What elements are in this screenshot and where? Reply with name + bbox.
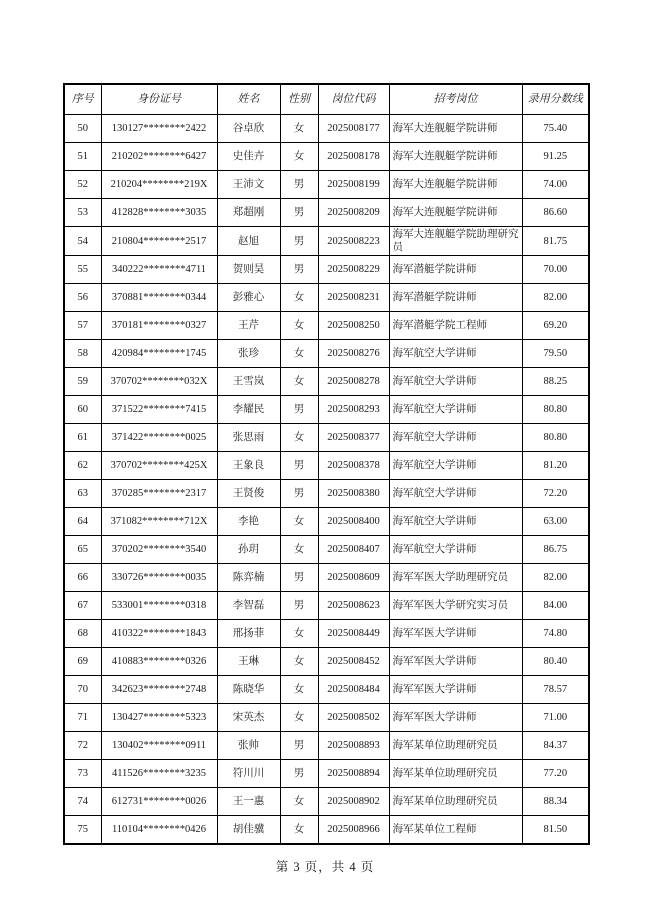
cell-position: 海军某单位助理研究员: [389, 760, 522, 788]
cell-score: 84.00: [522, 592, 589, 620]
cell-seq: 51: [64, 143, 101, 171]
header-score: 录用分数线: [522, 84, 589, 115]
cell-name: 郑超刚: [217, 199, 280, 227]
cell-name: 赵旭: [217, 227, 280, 256]
table-row: [64, 115, 589, 143]
cell-position: 海军军医大学讲师: [389, 648, 522, 676]
cell-name: 胡佳骥: [217, 816, 280, 845]
cell-position-code: 2025008293: [318, 396, 389, 424]
cell-name: 谷卓欣: [217, 115, 280, 143]
cell-id-number: 210204********219X: [101, 171, 217, 199]
cell-name: 彭雅心: [217, 284, 280, 312]
cell-score: 69.20: [522, 312, 589, 340]
cell-seq: 66: [64, 564, 101, 592]
table-row: [64, 564, 589, 592]
table-row: [64, 143, 589, 171]
table-row: [64, 676, 589, 704]
cell-id-number: 371422********0025: [101, 424, 217, 452]
cell-gender: 女: [280, 536, 318, 564]
table-row: [64, 620, 589, 648]
table-row: [64, 508, 589, 536]
cell-seq: 62: [64, 452, 101, 480]
cell-seq: 56: [64, 284, 101, 312]
cell-seq: 69: [64, 648, 101, 676]
cell-name: 张帅: [217, 732, 280, 760]
cell-position-code: 2025008223: [318, 227, 389, 256]
cell-score: 86.75: [522, 536, 589, 564]
cell-name: 宋英杰: [217, 704, 280, 732]
cell-gender: 男: [280, 396, 318, 424]
cell-gender: 男: [280, 171, 318, 199]
cell-position-code: 2025008966: [318, 816, 389, 845]
cell-gender: 女: [280, 143, 318, 171]
cell-position: 海军某单位助理研究员: [389, 732, 522, 760]
cell-position: 海军潜艇学院工程师: [389, 312, 522, 340]
table-row: [64, 340, 589, 368]
cell-position: 海军大连舰艇学院讲师: [389, 199, 522, 227]
cell-gender: 女: [280, 368, 318, 396]
cell-position: 海军航空大学讲师: [389, 396, 522, 424]
cell-score: 86.60: [522, 199, 589, 227]
cell-gender: 女: [280, 704, 318, 732]
cell-seq: 68: [64, 620, 101, 648]
cell-position: 海军军医大学讲师: [389, 676, 522, 704]
table-row: [64, 312, 589, 340]
table-row: [64, 452, 589, 480]
cell-id-number: 130127********2422: [101, 115, 217, 143]
cell-score: 80.80: [522, 396, 589, 424]
cell-position: 海军大连舰艇学院讲师: [389, 115, 522, 143]
table-row: [64, 424, 589, 452]
cell-position: 海军军医大学讲师: [389, 704, 522, 732]
cell-id-number: 370881********0344: [101, 284, 217, 312]
cell-seq: 70: [64, 676, 101, 704]
cell-id-number: 533001********0318: [101, 592, 217, 620]
table-row: [64, 788, 589, 816]
cell-score: 88.25: [522, 368, 589, 396]
cell-name: 王芹: [217, 312, 280, 340]
cell-position: 海军航空大学讲师: [389, 368, 522, 396]
cell-position-code: 2025008231: [318, 284, 389, 312]
cell-seq: 55: [64, 256, 101, 284]
cell-position-code: 2025008407: [318, 536, 389, 564]
cell-gender: 女: [280, 284, 318, 312]
cell-score: 74.80: [522, 620, 589, 648]
cell-score: 82.00: [522, 284, 589, 312]
cell-gender: 男: [280, 592, 318, 620]
cell-name: 李艳: [217, 508, 280, 536]
table-row: [64, 704, 589, 732]
cell-position-code: 2025008377: [318, 424, 389, 452]
cell-id-number: 370285********2317: [101, 480, 217, 508]
cell-position-code: 2025008893: [318, 732, 389, 760]
cell-position: 海军某单位工程师: [389, 816, 522, 845]
cell-id-number: 110104********0426: [101, 816, 217, 845]
cell-id-number: 612731********0026: [101, 788, 217, 816]
cell-score: 91.25: [522, 143, 589, 171]
cell-gender: 女: [280, 312, 318, 340]
cell-gender: 女: [280, 424, 318, 452]
cell-seq: 57: [64, 312, 101, 340]
table-body: [64, 115, 589, 845]
header-seq: 序号: [64, 84, 101, 115]
cell-name: 王雪岚: [217, 368, 280, 396]
cell-position: 海军航空大学讲师: [389, 424, 522, 452]
table-row: [64, 648, 589, 676]
cell-position: 海军航空大学讲师: [389, 340, 522, 368]
cell-id-number: 412828********3035: [101, 199, 217, 227]
cell-position-code: 2025008276: [318, 340, 389, 368]
table-row: [64, 816, 589, 845]
cell-id-number: 410883********0326: [101, 648, 217, 676]
cell-score: 79.50: [522, 340, 589, 368]
cell-position-code: 2025008484: [318, 676, 389, 704]
cell-name: 王象良: [217, 452, 280, 480]
cell-gender: 女: [280, 115, 318, 143]
cell-name: 贺则昊: [217, 256, 280, 284]
cell-gender: 男: [280, 199, 318, 227]
cell-seq: 64: [64, 508, 101, 536]
cell-position-code: 2025008894: [318, 760, 389, 788]
cell-id-number: 130402********0911: [101, 732, 217, 760]
cell-id-number: 370702********032X: [101, 368, 217, 396]
cell-gender: 女: [280, 508, 318, 536]
cell-seq: 52: [64, 171, 101, 199]
cell-seq: 61: [64, 424, 101, 452]
header-gender: 性别: [280, 84, 318, 115]
cell-seq: 73: [64, 760, 101, 788]
cell-position: 海军军医大学助理研究员: [389, 564, 522, 592]
cell-position: 海军潜艇学院讲师: [389, 256, 522, 284]
table-row: [64, 171, 589, 199]
cell-score: 78.57: [522, 676, 589, 704]
cell-gender: 女: [280, 340, 318, 368]
cell-seq: 53: [64, 199, 101, 227]
cell-seq: 59: [64, 368, 101, 396]
header-position-code: 岗位代码: [318, 84, 389, 115]
cell-position-code: 2025008449: [318, 620, 389, 648]
cell-seq: 71: [64, 704, 101, 732]
cell-gender: 男: [280, 452, 318, 480]
cell-score: 81.50: [522, 816, 589, 845]
cell-id-number: 420984********1745: [101, 340, 217, 368]
cell-id-number: 411526********3235: [101, 760, 217, 788]
cell-position: 海军某单位助理研究员: [389, 788, 522, 816]
cell-score: 77.20: [522, 760, 589, 788]
cell-score: 80.80: [522, 424, 589, 452]
cell-position-code: 2025008278: [318, 368, 389, 396]
cell-score: 75.40: [522, 115, 589, 143]
cell-gender: 女: [280, 816, 318, 845]
cell-position: 海军军医大学讲师: [389, 620, 522, 648]
cell-position-code: 2025008378: [318, 452, 389, 480]
cell-seq: 60: [64, 396, 101, 424]
cell-position-code: 2025008400: [318, 508, 389, 536]
cell-gender: 男: [280, 256, 318, 284]
cell-score: 70.00: [522, 256, 589, 284]
cell-gender: 男: [280, 732, 318, 760]
cell-name: 王琳: [217, 648, 280, 676]
cell-name: 王贤俊: [217, 480, 280, 508]
header-name: 姓名: [217, 84, 280, 115]
page-footer: 第 3 页，共 4 页: [275, 860, 375, 874]
cell-seq: 72: [64, 732, 101, 760]
cell-position-code: 2025008209: [318, 199, 389, 227]
cell-gender: 女: [280, 676, 318, 704]
table-row: [64, 227, 589, 256]
cell-id-number: 210804********2517: [101, 227, 217, 256]
cell-position: 海军大连舰艇学院讲师: [389, 171, 522, 199]
cell-name: 李耀民: [217, 396, 280, 424]
cell-gender: 女: [280, 648, 318, 676]
cell-score: 72.20: [522, 480, 589, 508]
cell-id-number: 130427********5323: [101, 704, 217, 732]
cell-score: 81.20: [522, 452, 589, 480]
cell-id-number: 410322********1843: [101, 620, 217, 648]
cell-position: 海军大连舰艇学院助理研究员: [389, 227, 522, 256]
cell-position-code: 2025008502: [318, 704, 389, 732]
table-row: [64, 536, 589, 564]
cell-position-code: 2025008380: [318, 480, 389, 508]
cell-name: 张思雨: [217, 424, 280, 452]
cell-seq: 54: [64, 227, 101, 256]
cell-name: 李智磊: [217, 592, 280, 620]
cell-name: 张珍: [217, 340, 280, 368]
cell-position-code: 2025008452: [318, 648, 389, 676]
cell-gender: 男: [280, 564, 318, 592]
cell-position-code: 2025008177: [318, 115, 389, 143]
recruitment-score-table: [63, 83, 590, 845]
cell-name: 陈弈楠: [217, 564, 280, 592]
cell-seq: 58: [64, 340, 101, 368]
cell-gender: 男: [280, 480, 318, 508]
table-header-row: [64, 84, 589, 115]
table-row: [64, 592, 589, 620]
cell-position: 海军潜艇学院讲师: [389, 284, 522, 312]
cell-seq: 67: [64, 592, 101, 620]
cell-gender: 女: [280, 788, 318, 816]
table-row: [64, 480, 589, 508]
cell-position: 海军航空大学讲师: [389, 508, 522, 536]
cell-seq: 75: [64, 816, 101, 845]
cell-score: 63.00: [522, 508, 589, 536]
cell-position-code: 2025008178: [318, 143, 389, 171]
table-row: [64, 368, 589, 396]
cell-seq: 74: [64, 788, 101, 816]
table-row: [64, 760, 589, 788]
cell-position-code: 2025008250: [318, 312, 389, 340]
cell-id-number: 210202********6427: [101, 143, 217, 171]
table-row: [64, 396, 589, 424]
cell-gender: 男: [280, 760, 318, 788]
cell-score: 82.00: [522, 564, 589, 592]
cell-score: 84.37: [522, 732, 589, 760]
cell-id-number: 371522********7415: [101, 396, 217, 424]
table-row: [64, 284, 589, 312]
cell-name: 王沛文: [217, 171, 280, 199]
cell-id-number: 370181********0327: [101, 312, 217, 340]
cell-position-code: 2025008609: [318, 564, 389, 592]
cell-id-number: 330726********0035: [101, 564, 217, 592]
table-row: [64, 732, 589, 760]
cell-position-code: 2025008199: [318, 171, 389, 199]
cell-position-code: 2025008902: [318, 788, 389, 816]
cell-gender: 男: [280, 227, 318, 256]
cell-position-code: 2025008623: [318, 592, 389, 620]
cell-gender: 女: [280, 620, 318, 648]
cell-seq: 63: [64, 480, 101, 508]
cell-name: 孙玥: [217, 536, 280, 564]
cell-position: 海军航空大学讲师: [389, 480, 522, 508]
cell-position-code: 2025008229: [318, 256, 389, 284]
cell-score: 80.40: [522, 648, 589, 676]
cell-id-number: 342623********2748: [101, 676, 217, 704]
table-row: [64, 199, 589, 227]
table-row: [64, 256, 589, 284]
cell-name: 邢扬菲: [217, 620, 280, 648]
cell-position: 海军航空大学讲师: [389, 452, 522, 480]
cell-score: 74.00: [522, 171, 589, 199]
cell-id-number: 340222********4711: [101, 256, 217, 284]
cell-id-number: 371082********712X: [101, 508, 217, 536]
cell-score: 88.34: [522, 788, 589, 816]
cell-id-number: 370202********3540: [101, 536, 217, 564]
cell-name: 符川川: [217, 760, 280, 788]
cell-name: 陈晓华: [217, 676, 280, 704]
header-id-number: 身份证号: [101, 84, 217, 115]
header-position: 招考岗位: [389, 84, 522, 115]
cell-name: 王一惠: [217, 788, 280, 816]
cell-score: 81.75: [522, 227, 589, 256]
cell-position: 海军军医大学研究实习员: [389, 592, 522, 620]
cell-id-number: 370702********425X: [101, 452, 217, 480]
cell-position: 海军大连舰艇学院讲师: [389, 143, 522, 171]
cell-seq: 65: [64, 536, 101, 564]
cell-seq: 50: [64, 115, 101, 143]
cell-position: 海军航空大学讲师: [389, 536, 522, 564]
cell-score: 71.00: [522, 704, 589, 732]
cell-name: 史佳卉: [217, 143, 280, 171]
